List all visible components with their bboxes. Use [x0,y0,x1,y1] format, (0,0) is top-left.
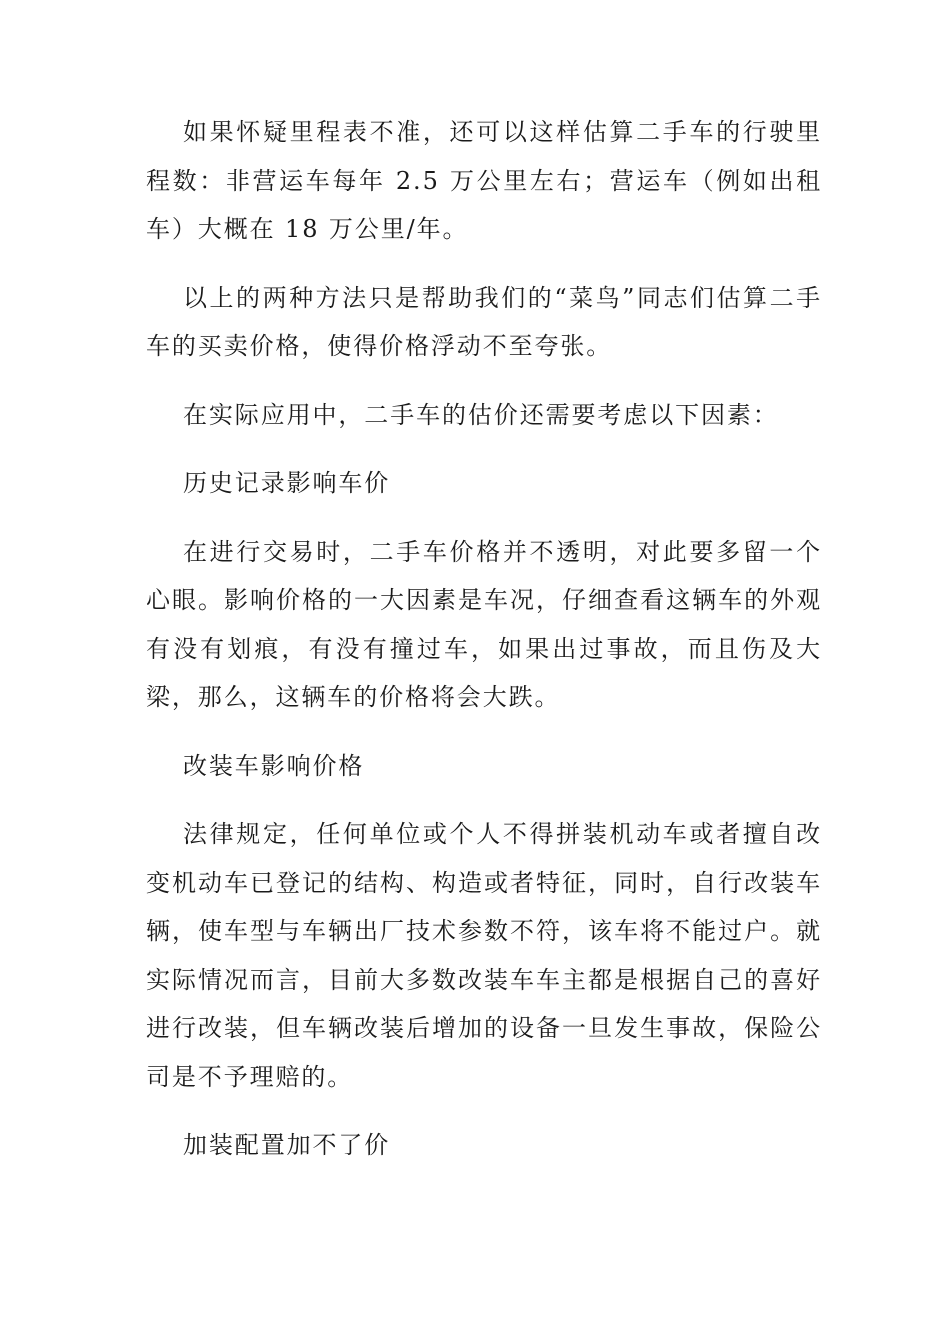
document-body [146,108,822,1170]
heading-history-record: 历史记录影响车价 [183,469,391,497]
paragraph-modified-car: 法律规定，任何单位或个人不得拼装机动车或者擅自改变机动车已登记的结构、构造或者特征，同时，自行改装车辆，使车型与车辆出厂技术参数不符，该车将不能过户。就实际情况而言，目前大多数改装车车主都是根据自己的喜好进行改装，但车辆改装后增加的设备一旦发生事故，保险公司是不予理赔的。 [146,820,822,1091]
paragraph-factors-intro: 在实际应用中，二手车的估价还需要考虑以下因素： [183,400,779,429]
paragraph-history-record: 在进行交易时，二手车价格并不透明，对此要多留一个心眼。影响价格的一大因素是车况，仔细查看这辆车的外观有没有划痕，有没有撞过车，如果出过事故，而且伤及大梁，那么，这辆车的价格将会大跌。 [146,537,822,711]
paragraph-method-summary: 以上的两种方法只是帮助我们的“菜鸟”同志们估算二手车的买卖价格，使得价格浮动不至夸张。 [146,283,822,360]
paragraph-mileage-estimate: 如果怀疑里程表不准，还可以这样估算二手车的行驶里程数：非营运车每年 2.5 万公里左右；营运车（例如出租车）大概在 18 万公里/年。 [146,118,822,243]
heading-added-config: 加装配置加不了价 [183,1131,391,1159]
heading-modified-car: 改装车影响价格 [183,751,365,780]
